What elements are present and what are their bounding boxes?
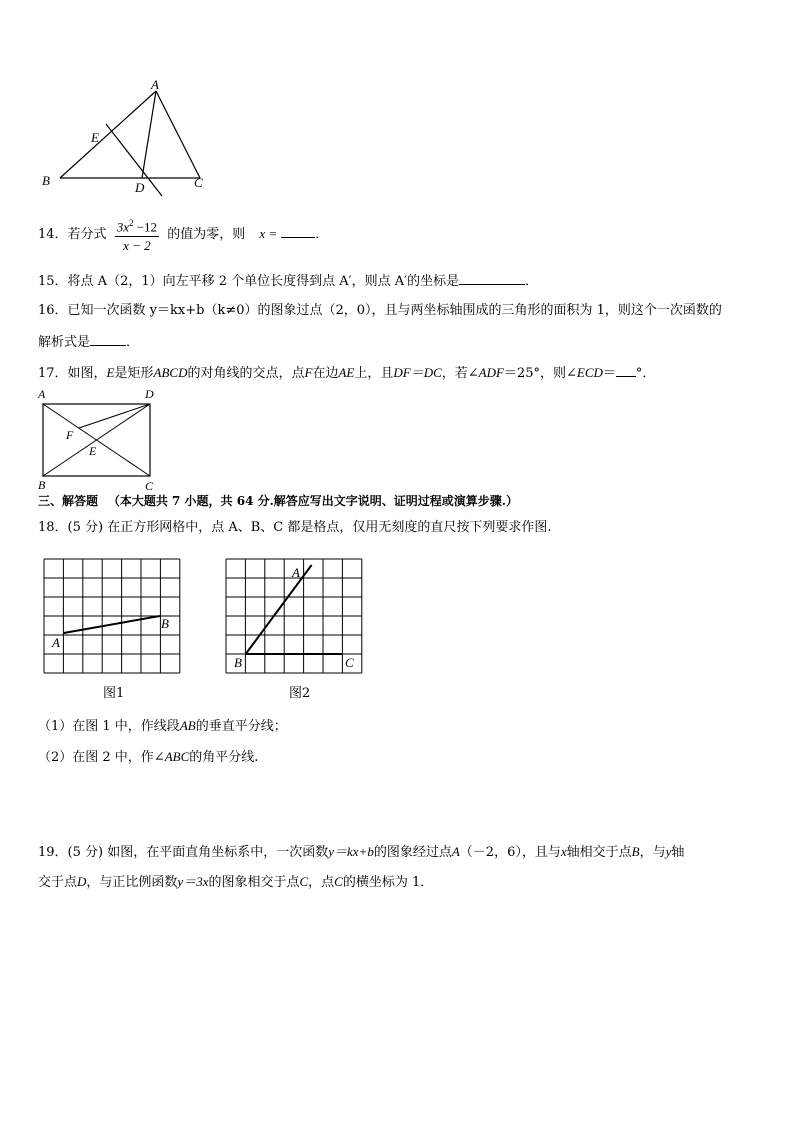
label-B: B xyxy=(234,655,242,670)
rectangle-figure xyxy=(34,385,164,495)
q16-answer-blank[interactable] xyxy=(90,333,126,346)
figure-2-caption: 图2 xyxy=(289,686,311,701)
label-D: D xyxy=(135,180,145,195)
q15-answer-blank[interactable] xyxy=(459,272,525,285)
label-F: F xyxy=(66,428,74,442)
label-C: C xyxy=(345,655,354,670)
label-D: D xyxy=(145,387,154,401)
label-A: A xyxy=(38,387,46,401)
question-18 xyxy=(38,519,552,537)
label-E: E xyxy=(89,444,97,458)
q16-text-line1: 16．已知一次函数 y＝kx+b（k≠0）的图象过点（2，0），且与两坐标轴围成的三角形的面积为 1，则这个一次函数的 xyxy=(38,303,722,318)
question-19-line2: 交于点D，与正比例函数y＝3x的图象相交于点C，点C的横坐标为 1． xyxy=(38,874,434,890)
question-16-line2: 解析式是 ． xyxy=(38,335,140,350)
q14-variable: x = xyxy=(259,226,278,242)
label-E: E xyxy=(91,130,99,145)
q15-text: 15．将点 A（2，1）向左平移 2 个单位长度得到点 A′，则点 A′的坐标是 xyxy=(38,274,460,289)
section-3-heading xyxy=(38,492,518,510)
q14-fraction xyxy=(115,214,159,255)
q14-numerator: $3x^2 -12$ xyxy=(115,214,159,237)
section-3-description: （本大题共 7 小题，共 64 分.解答应写出文字说明、证明过程或演算步骤.） xyxy=(107,494,518,508)
segment-AC xyxy=(156,91,200,178)
segment-BA xyxy=(60,91,156,178)
triangle-figure xyxy=(36,76,216,200)
label-B: B xyxy=(38,478,46,492)
label-B: B xyxy=(42,173,50,188)
q18-subquestion-2: （2）在图 2 中，作∠ABC的角平分线. xyxy=(38,749,259,765)
q14-answer-blank[interactable] xyxy=(281,225,315,238)
label-A: A xyxy=(151,77,159,92)
q18-subquestion-1: （1）在图 1 中，作线段AB的垂直平分线； xyxy=(38,718,287,734)
q18-text: 18．(5 分) 在正方形网格中，点 A、B、C 都是格点，仅用无刻度的直尺按下列要求作图. xyxy=(38,520,552,535)
figure-1-caption: 图1 xyxy=(103,686,125,701)
q17-answer-blank[interactable] xyxy=(616,364,636,377)
grid-figure-1 xyxy=(40,555,190,680)
q14-suffix: 的值为零，则 xyxy=(167,227,246,243)
question-15: 15．将点 A（2，1）向左平移 2 个单位长度得到点 A′，则点 A′的坐标是 ． xyxy=(38,274,539,289)
question-19-line1: 19．(5 分) 如图，在平面直角坐标系中，一次函数y＝kx+b的图象经过点A（－2，6），且与x轴相交于点B，与y轴 xyxy=(38,844,685,860)
q16-text-line2: 解析式是 xyxy=(38,335,91,350)
segment-AD xyxy=(142,91,156,178)
segment-AB xyxy=(64,616,160,633)
segment-ED-extended xyxy=(106,124,162,196)
label-C: C xyxy=(145,479,154,493)
label-C: C xyxy=(194,175,203,190)
question-17: 17．如图，E是矩形ABCD的对角线的交点，点F在边AE上，且DF＝DC，若∠ADF＝25°，则∠ECD＝ °． xyxy=(38,365,656,381)
label-B: B xyxy=(161,616,169,631)
segment-DF xyxy=(79,404,150,428)
question-14: 14．若分式 $\frac{3x^2 -12}{x - 2}$ 的值为零，则 x = ． xyxy=(38,214,328,255)
grid-figure-2 xyxy=(222,555,372,680)
q14-prefix: 14．若分式 xyxy=(38,227,107,243)
label-A: A xyxy=(292,565,300,580)
q14-denominator: x − 2 xyxy=(123,238,151,254)
question-16-line1 xyxy=(38,302,722,320)
label-A: A xyxy=(52,635,60,650)
section-3-title: 三、解答题 xyxy=(38,494,99,508)
